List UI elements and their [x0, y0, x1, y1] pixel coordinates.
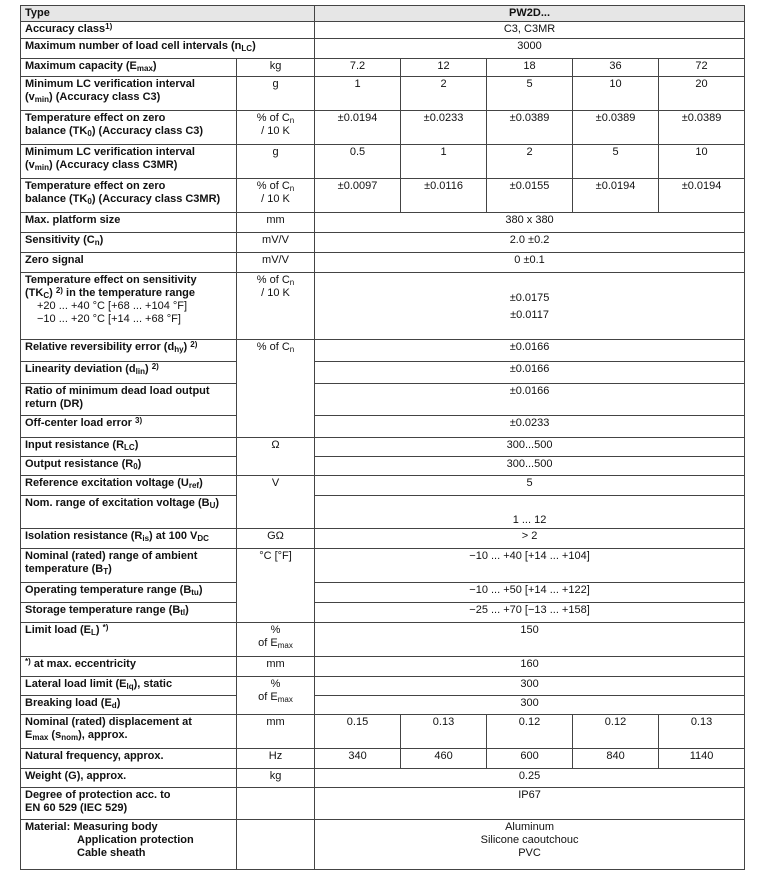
sensitivity-unit: mV/V: [237, 233, 315, 253]
vmin-c3-unit: g: [237, 77, 315, 111]
operating-label: Operating temperature range $(B_{tu})$: [21, 583, 237, 603]
output-resistance-label: Output resistance $(R_0)$: [21, 457, 237, 476]
material-unit: [237, 820, 315, 870]
output-resistance-row: [21, 457, 745, 476]
nom-voltage-value: 1 ... 12: [315, 496, 745, 529]
storage-row: [21, 603, 745, 623]
tk0-c3mr-value: ±0.0097: [315, 179, 401, 213]
frequency-value: 460: [401, 749, 487, 769]
tk0-c3-value: ±0.0389: [487, 111, 573, 145]
max-capacity-value: 36: [573, 59, 659, 77]
nom-voltage-row: [21, 496, 745, 529]
accuracy-class-value: C3, C3MR: [315, 22, 745, 39]
tk0-c3mr-value: ±0.0155: [487, 179, 573, 213]
material-row: [21, 820, 745, 870]
dead-load-row: [21, 384, 745, 416]
tkc-label: Temperature effect on sensitivity $(TK_C)$ $^{2)}$ in the temperature range +20 ... +40 °C [+68 ... +104 °F] −10 ... +20 °C [+14 ... +68 °F]: [21, 273, 237, 340]
storage-value: −25 ... +70 [−13 ... +158]: [315, 603, 745, 623]
weight-row: [21, 769, 745, 788]
tk0-c3mr-value: ±0.0194: [573, 179, 659, 213]
type-label: Type: [21, 6, 315, 22]
ref-voltage-row: [21, 476, 745, 496]
frequency-unit: Hz: [237, 749, 315, 769]
limit-load-row: [21, 623, 745, 657]
limit-load-value: 150: [315, 623, 745, 657]
ambient-row: [21, 549, 745, 583]
vmin-c3mr-unit: g: [237, 145, 315, 179]
vmin-c3mr-value: 2: [487, 145, 573, 179]
vmin-c3mr-row: [21, 145, 745, 179]
displacement-label: Nominal (rated) displacement at $E_{max}$ $(s_{nom})$, approx.: [21, 715, 237, 749]
zero-signal-value: 0 ±0.1: [315, 253, 745, 273]
type-model: PW2D...: [315, 6, 745, 22]
tk0-c3mr-row: [21, 179, 745, 213]
limit-load-unit: % of $E_{max}$: [237, 623, 315, 657]
max-capacity-value: 18: [487, 59, 573, 77]
dead-load-label: Ratio of minimum dead load output return (DR): [21, 384, 237, 416]
lateral-label: Lateral load limit $(E_{lq})$, static: [21, 677, 237, 696]
material-label: Material: Measuring body Application protection Cable sheath: [21, 820, 237, 870]
accuracy-class-label: Accuracy class$^{1)}$: [21, 22, 315, 39]
zero-signal-row: [21, 253, 745, 273]
percent-cn-unit: % of $C_n$: [237, 340, 315, 438]
storage-label: Storage temperature range $(B_{tl})$: [21, 603, 237, 623]
specification-table: [20, 5, 745, 870]
reversibility-row: [21, 340, 745, 362]
tk0-c3-value: ±0.0389: [659, 111, 745, 145]
breaking-row: [21, 696, 745, 715]
vmin-c3-value: 5: [487, 77, 573, 111]
tkc-row: [21, 273, 745, 340]
vmin-c3-value: 2: [401, 77, 487, 111]
tk0-c3-row: [21, 111, 745, 145]
tk0-c3mr-unit: % of $C_n$ / 10 K: [237, 179, 315, 213]
platform-label: Max. platform size: [21, 213, 237, 233]
frequency-row: [21, 749, 745, 769]
eccentricity-unit: mm: [237, 657, 315, 677]
ohm-unit: Ω: [237, 438, 315, 476]
sensitivity-row: [21, 233, 745, 253]
sensitivity-value: 2.0 ±0.2: [315, 233, 745, 253]
max-capacity-value: 7.2: [315, 59, 401, 77]
breaking-value: 300: [315, 696, 745, 715]
load-unit: % of $E_{max}$: [237, 677, 315, 715]
protection-label: Degree of protection acc. to EN 60 529 (IEC 529): [21, 788, 237, 820]
max-intervals-label: Maximum number of load cell intervals $(n_{LC})$: [21, 39, 315, 59]
temperature-unit: °C [°F]: [237, 549, 315, 623]
lateral-row: [21, 677, 745, 696]
max-capacity-value: 72: [659, 59, 745, 77]
linearity-value: ±0.0166: [315, 362, 745, 384]
zero-signal-unit: mV/V: [237, 253, 315, 273]
off-center-label: Off-center load error $^{3)}$: [21, 416, 237, 438]
isolation-value: > 2: [315, 529, 745, 549]
tk0-c3-value: ±0.0389: [573, 111, 659, 145]
vmin-c3-value: 1: [315, 77, 401, 111]
max-capacity-unit: kg: [237, 59, 315, 77]
weight-label: Weight (G), approx.: [21, 769, 237, 788]
platform-row: [21, 213, 745, 233]
vmin-c3mr-value: 10: [659, 145, 745, 179]
vmin-c3-value: 10: [573, 77, 659, 111]
displacement-value: 0.13: [401, 715, 487, 749]
protection-value: IP67: [315, 788, 745, 820]
type-row: [21, 6, 745, 22]
ambient-value: −10 ... +40 [+14 ... +104]: [315, 549, 745, 583]
off-center-value: ±0.0233: [315, 416, 745, 438]
tkc-unit: % of $C_n$ / 10 K: [237, 273, 315, 340]
eccentricity-value: 160: [315, 657, 745, 677]
isolation-unit: GΩ: [237, 529, 315, 549]
displacement-value: 0.12: [487, 715, 573, 749]
eccentricity-label: *) at max. eccentricity: [21, 657, 237, 677]
frequency-label: Natural frequency, approx.: [21, 749, 237, 769]
eccentricity-row: [21, 657, 745, 677]
isolation-label: Isolation resistance $(R_{is})$ at 100 $V_{DC}$: [21, 529, 237, 549]
linearity-label: Linearity deviation $(d_{lin})$ $^{2)}$: [21, 362, 237, 384]
vmin-c3mr-value: 1: [401, 145, 487, 179]
ambient-label: Nominal (rated) range of ambient temperature $(B_T)$: [21, 549, 237, 583]
breaking-label: Breaking load $(E_d)$: [21, 696, 237, 715]
limit-load-label: Limit load $(E_L)$ *): [21, 623, 237, 657]
output-resistance-value: 300...500: [315, 457, 745, 476]
tkc-value: ±0.0175 ±0.0117: [315, 273, 745, 340]
dead-load-value: ±0.0166: [315, 384, 745, 416]
vmin-c3-value: 20: [659, 77, 745, 111]
displacement-value: 0.13: [659, 715, 745, 749]
operating-value: −10 ... +50 [+14 ... +122]: [315, 583, 745, 603]
tk0-c3-label: Temperature effect on zero balance $(TK_0)$ (Accuracy class C3): [21, 111, 237, 145]
ref-voltage-value: 5: [315, 476, 745, 496]
material-value: Aluminum Silicone caoutchouc PVC: [315, 820, 745, 870]
tk0-c3-value: ±0.0194: [315, 111, 401, 145]
frequency-value: 840: [573, 749, 659, 769]
accuracy-class-row: [21, 22, 745, 39]
frequency-value: 340: [315, 749, 401, 769]
max-intervals-row: [21, 39, 745, 59]
input-resistance-label: Input resistance $(R_{LC})$: [21, 438, 237, 457]
nom-voltage-label: Nom. range of excitation voltage $(B_U)$: [21, 496, 237, 529]
off-center-row: [21, 416, 745, 438]
linearity-row: [21, 362, 745, 384]
vmin-c3mr-label: Minimum LC verification interval $(v_{min})$ (Accuracy class C3MR): [21, 145, 237, 179]
displacement-value: 0.15: [315, 715, 401, 749]
input-resistance-value: 300...500: [315, 438, 745, 457]
ref-voltage-label: Reference excitation voltage $(U_{ref})$: [21, 476, 237, 496]
displacement-unit: mm: [237, 715, 315, 749]
displacement-row: [21, 715, 745, 749]
tk0-c3mr-value: ±0.0116: [401, 179, 487, 213]
tk0-c3mr-label: Temperature effect on zero balance $(TK_0)$ (Accuracy class C3MR): [21, 179, 237, 213]
isolation-row: [21, 529, 745, 549]
vmin-c3-label: Minimum LC verification interval $(v_{min})$ (Accuracy class C3): [21, 77, 237, 111]
reversibility-value: ±0.0166: [315, 340, 745, 362]
displacement-value: 0.12: [573, 715, 659, 749]
platform-unit: mm: [237, 213, 315, 233]
lateral-value: 300: [315, 677, 745, 696]
input-resistance-row: [21, 438, 745, 457]
max-intervals-value: 3000: [315, 39, 745, 59]
frequency-value: 1140: [659, 749, 745, 769]
zero-signal-label: Zero signal: [21, 253, 237, 273]
max-capacity-label: Maximum capacity $(E_{max})$: [21, 59, 237, 77]
max-capacity-value: 12: [401, 59, 487, 77]
protection-row: [21, 788, 745, 820]
volt-unit: V: [237, 476, 315, 529]
tk0-c3-value: ±0.0233: [401, 111, 487, 145]
max-capacity-row: [21, 59, 745, 77]
vmin-c3-row: [21, 77, 745, 111]
frequency-value: 600: [487, 749, 573, 769]
weight-value: 0.25: [315, 769, 745, 788]
vmin-c3mr-value: 5: [573, 145, 659, 179]
protection-unit: [237, 788, 315, 820]
operating-row: [21, 583, 745, 603]
tk0-c3mr-value: ±0.0194: [659, 179, 745, 213]
sensitivity-label: Sensitivity $(C_n)$: [21, 233, 237, 253]
reversibility-label: Relative reversibility error $(d_{hy})$ $^{2)}$: [21, 340, 237, 362]
weight-unit: kg: [237, 769, 315, 788]
platform-value: 380 x 380: [315, 213, 745, 233]
tk0-c3-unit: % of $C_n$ / 10 K: [237, 111, 315, 145]
vmin-c3mr-value: 0.5: [315, 145, 401, 179]
